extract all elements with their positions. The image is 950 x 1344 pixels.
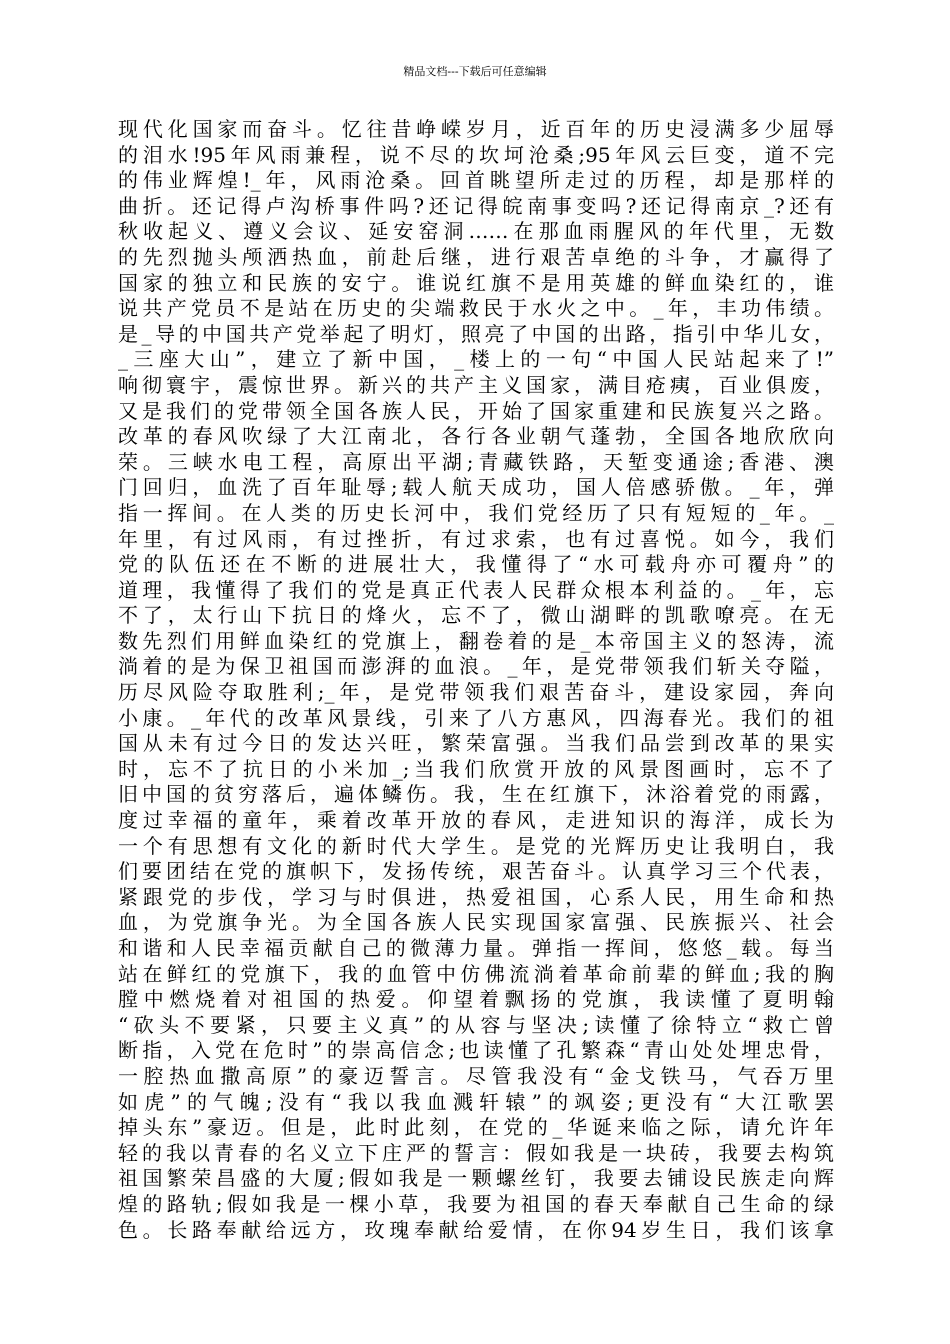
paragraph-line: 轻的我以青春的名义立下庄严的誓言：假如我是一块砖，我要去构筑 <box>118 1140 834 1165</box>
paragraph-line: 指一挥间。在人类的历史长河中，我们党经历了只有短短的_年。_ <box>118 500 834 525</box>
paragraph-line: 秋收起义、遵义会议、延安窑洞……在那血雨腥风的年代里，无数 <box>118 219 834 244</box>
paragraph-line: 淌着的是为保卫祖国而澎湃的血浪。_年，是党带领我们斩关夺隘， <box>118 654 834 679</box>
paragraph-line: 历尽风险夺取胜利;_年，是党带领我们艰苦奋斗，建设家园，奔向 <box>118 680 834 705</box>
paragraph-line: 曲折。还记得卢沟桥事件吗?还记得皖南事变吗?还记得南京_?还有 <box>118 193 834 218</box>
paragraph-line: 党的队伍还在不断的进展壮大，我懂得了“水可载舟亦可覆舟”的 <box>118 552 834 577</box>
paragraph-line: 紧跟党的步伐，学习与时俱进，热爱祖国，心系人民，用生命和热 <box>118 884 834 909</box>
paragraph-line: 血，为党旗争光。为全国各族人民实现国家富强、民族振兴、社会 <box>118 910 834 935</box>
paragraph-line: 又是我们的党带领全国各族人民，开始了国家重建和民族复兴之路。 <box>118 398 834 423</box>
page-header: 精品文档---下载后可任意编辑 <box>403 65 547 78</box>
paragraph-line: “砍头不要紧，只要主义真”的从容与坚决;读懂了徐特立“救亡曾 <box>118 1012 834 1037</box>
paragraph-line: 数先烈们用鲜血染红的党旗上，翻卷着的是_本帝国主义的怒涛，流 <box>118 628 834 653</box>
paragraph-line: 们要团结在党的旗帜下，发扬传统，艰苦奋斗。认真学习三个代表， <box>118 859 834 884</box>
paragraph-line: 荣。三峡水电工程，高原出平湖;青藏铁路，天堑变通途;香港、澳 <box>118 449 834 474</box>
paragraph-line: 不了，太行山下抗日的烽火，忘不了，微山湖畔的凯歌嘹亮。在无 <box>118 603 834 628</box>
paragraph-line: _三座大山”，建立了新中国，_楼上的一句“中国人民站起来了!” <box>118 347 834 372</box>
paragraph-line: 响彻寰宇，震惊世界。新兴的共产主义国家，满目疮痍，百业俱废， <box>118 372 834 397</box>
paragraph-line: 和谐和人民幸福贡献自己的微薄力量。弹指一挥间，悠悠_载。每当 <box>118 936 834 960</box>
paragraph-line: 国家的独立和民族的安宁。谁说红旗不是用英雄的鲜血染红的，谁 <box>118 270 834 295</box>
paragraph-line: 说共产党员不是站在历史的尖端救民于水火之中。_年，丰功伟绩。 <box>118 296 834 321</box>
paragraph-line: 色。长路奉献给远方，玫瑰奉献给爱情，在你94岁生日，我们该拿 <box>118 1217 834 1242</box>
paragraph-line: 小康。_年代的改革风景线，引来了八方惠风，四海春光。我们的祖 <box>118 705 834 730</box>
paragraph-line: 如虎”的气魄;没有“我以我血溅轩辕”的飒姿;更没有“大江歌罢 <box>118 1089 834 1114</box>
paragraph-line: 一腔热血撒高原”的豪迈誓言。尽管我没有“金戈铁马，气吞万里 <box>118 1063 834 1088</box>
paragraph-line: 道理，我懂得了我们的党是真正代表人民群众根本利益的。_年，忘 <box>118 577 834 602</box>
paragraph-line: 旧中国的贫穷落后，遍体鳞伤。我，生在红旗下，沐浴着党的雨露， <box>118 782 834 807</box>
paragraph-line: 的泪水!95年风雨兼程，说不尽的坎坷沧桑;95年风云巨变，道不完 <box>118 142 834 167</box>
paragraph-line: 门回归，血洗了百年耻辱;载人航天成功，国人倍感骄傲。_年，弹 <box>118 475 834 500</box>
document-body <box>118 117 834 1243</box>
paragraph-line: 膛中燃烧着对祖国的热爱。仰望着飘扬的党旗，我读懂了夏明翰 <box>118 987 834 1012</box>
paragraph-line: 祖国繁荣昌盛的大厦;假如我是一颗螺丝钉，我要去铺设民族走向辉 <box>118 1166 834 1191</box>
paragraph-line: 煌的路轨;假如我是一棵小草，我要为祖国的春天奉献自己生命的绿 <box>118 1191 834 1216</box>
paragraph-line: 度过幸福的童年，乘着改革开放的春风，走进知识的海洋，成长为 <box>118 808 834 833</box>
paragraph-line: 掉头东”豪迈。但是，此时此刻，在党的_华诞来临之际，请允许年 <box>118 1115 834 1140</box>
paragraph-line: 的先烈抛头颅洒热血，前赴后继，进行艰苦卓绝的斗争，才赢得了 <box>118 244 834 269</box>
paragraph-line: 断指，入党在危时”的崇高信念;也读懂了孔繁森“青山处处埋忠骨， <box>118 1038 834 1063</box>
paragraph-line: 站在鲜红的党旗下，我的血管中仿佛流淌着革命前辈的鲜血;我的胸 <box>118 961 834 986</box>
paragraph-line: 年里，有过风雨，有过挫折，有过求索，也有过喜悦。如今，我们 <box>118 526 834 551</box>
paragraph-line: 国从未有过今日的发达兴旺，繁荣富强。当我们品尝到改革的果实 <box>118 731 834 756</box>
paragraph-line: 是_导的中国共产党举起了明灯，照亮了中国的出路，指引中华儿女， <box>118 321 834 346</box>
paragraph-line: 现代化国家而奋斗。忆往昔峥嵘岁月，近百年的历史浸满多少屈辱 <box>118 117 834 141</box>
paragraph-line: 时，忘不了抗日的小米加_;当我们欣赏开放的风景图画时，忘不了 <box>118 756 834 781</box>
paragraph-line: 改革的春风吹绿了大江南北，各行各业朝气蓬勃，全国各地欣欣向 <box>118 424 834 449</box>
paragraph-line: 的伟业辉煌!_年，风雨沧桑。回首眺望所走过的历程，却是那样的 <box>118 168 834 193</box>
paragraph-line: 一个有思想有文化的新时代大学生。是党的光辉历史让我明白，我 <box>118 833 834 858</box>
